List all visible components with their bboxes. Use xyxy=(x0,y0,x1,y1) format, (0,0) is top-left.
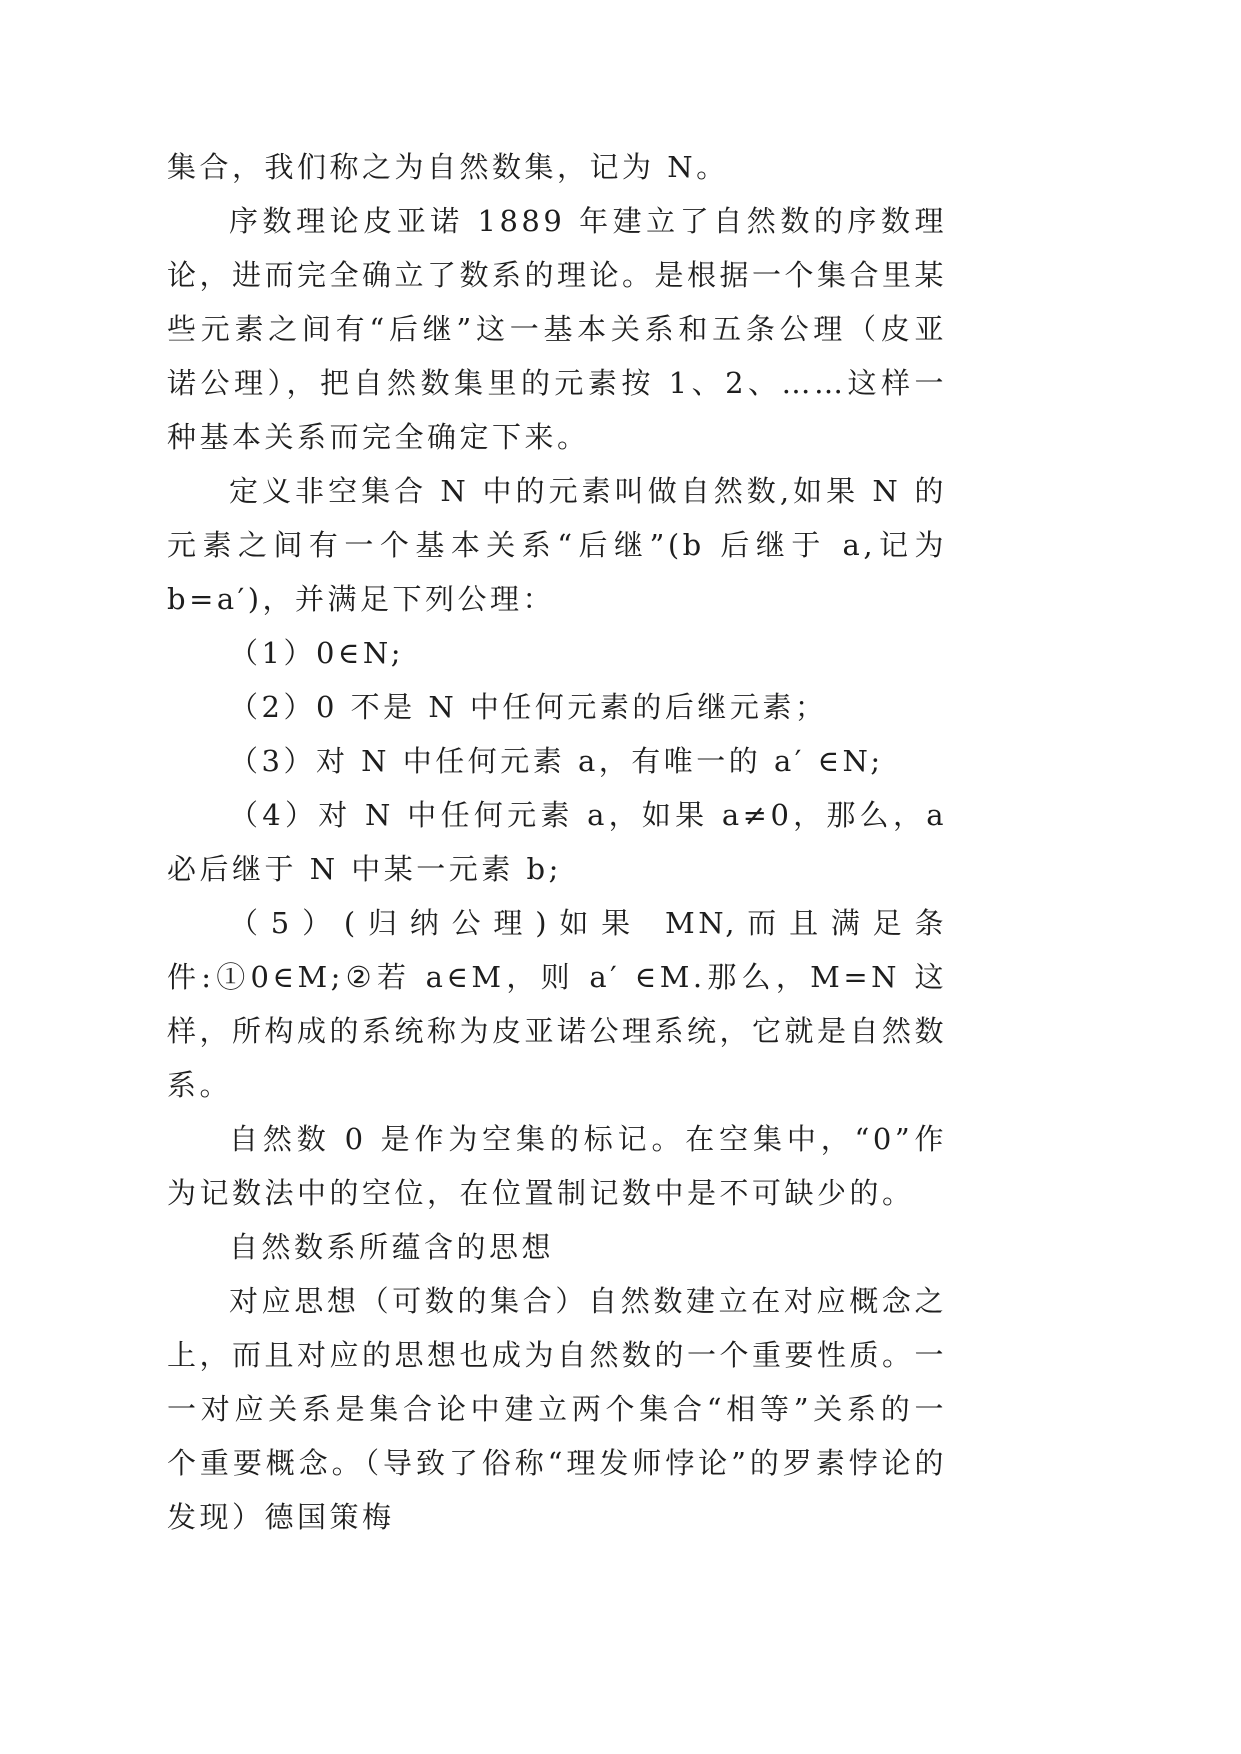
document-body xyxy=(167,140,947,1544)
paragraph-definition: 定义非空集合 N 中的元素叫做自然数,如果 N 的元素之间有一个基本关系“后继”(b 后继于 a,记为 b=a′)，并满足下列公理： xyxy=(167,474,947,616)
section-heading: 自然数系所蕴含的思想 xyxy=(229,1230,555,1264)
axiom-item-3: （3）对 N 中任何元素 a，有唯一的 a′ ∈N; xyxy=(229,744,884,778)
axiom-item-5: （5）(归纳公理)如果 MN,而且满足条件:①0∈M;②若 a∈M，则 a′ ∈M.那么，M=N 这样，所构成的系统称为皮亚诺公理系统，它就是自然数系。 xyxy=(167,906,948,1102)
axiom-item-2: （2）0 不是 N 中任何元素的后继元素； xyxy=(229,690,828,724)
paragraph-continuation: 集合，我们称之为自然数集，记为 N。 xyxy=(167,150,729,184)
axiom-item-4: （4）对 N 中任何元素 a，如果 a≠0，那么，a 必后继于 N 中某一元素 b; xyxy=(167,798,947,886)
paragraph-ordinal-theory: 序数理论皮亚诺 1889 年建立了自然数的序数理论，进而完全确立了数系的理论。是根据一个集合里某些元素之间有“后继”这一基本关系和五条公理（皮亚诺公理），把自然数集里的元素按 1、2、……这样一种基本关系而完全确定下来。 xyxy=(167,204,948,454)
paragraph-zero: 自然数 0 是作为空集的标记。在空集中，“0”作为记数法中的空位，在位置制记数中是不可缺少的。 xyxy=(167,1122,947,1210)
axiom-item-1: （1）0∈N; xyxy=(229,636,404,670)
paragraph-correspondence: 对应思想（可数的集合）自然数建立在对应概念之上，而且对应的思想也成为自然数的一个重要性质。一一对应关系是集合论中建立两个集合“相等”关系的一个重要概念。（导致了俗称“理发师悖论”的罗素悖论的发现）德国策梅 xyxy=(167,1284,948,1534)
